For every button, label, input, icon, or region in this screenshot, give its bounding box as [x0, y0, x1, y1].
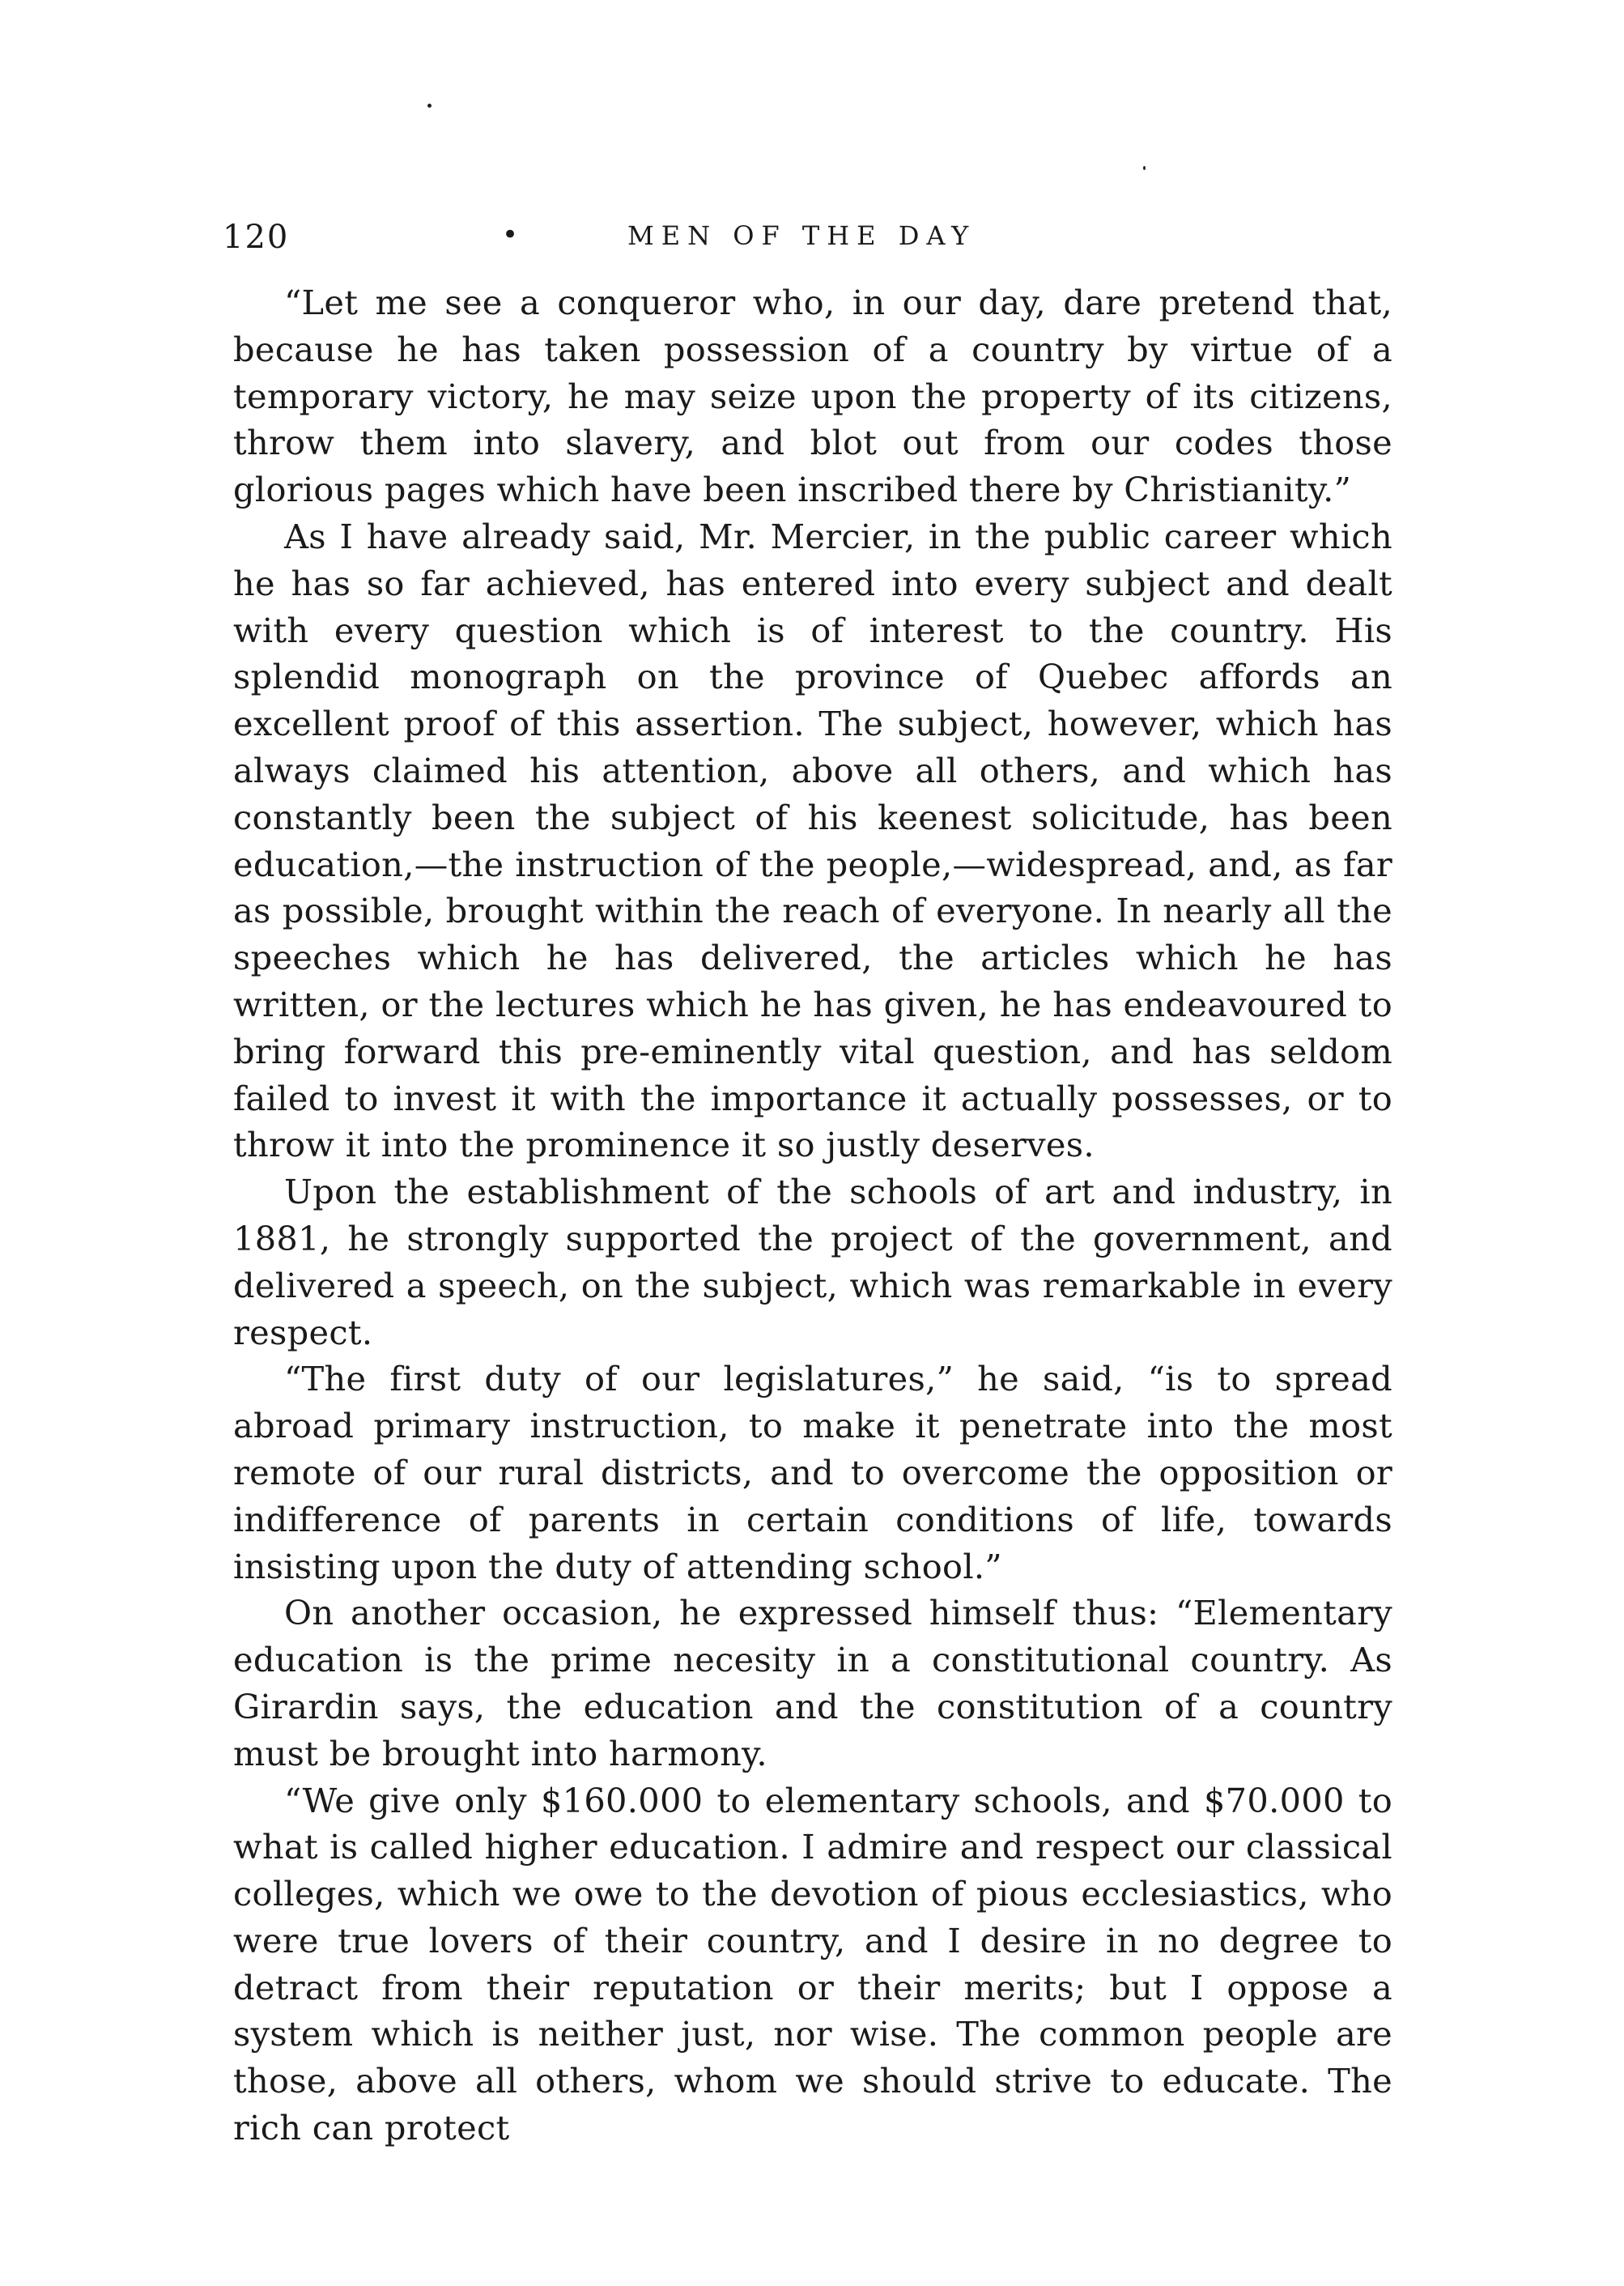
scan-speck	[1143, 166, 1146, 170]
header-bullet: •	[502, 219, 522, 251]
paragraph-quote-legislatures: “The first duty of our legislatures,” he said, “is to spread abroad primary instruction, to make it penetrate into the most remote of our rural districts, and to overcome the opposition or indifference of parents in certain conditions of life, towards insisting upon the duty of attending school.”	[233, 1359, 1392, 1586]
page-number: 120	[223, 219, 290, 256]
body-text	[233, 279, 1392, 2152]
scan-speck	[427, 104, 432, 108]
paragraph-quote-budget: “We give only $160.000 to elementary schools, and $70.000 to what is called higher education. I admire and respect our classical colleges, which we owe to the devotion of pious ecclesiastics, who were true lovers of their country, and I desire in no degree to detract from their reputation or their merits; but I oppose a system which is neither just, nor wise. The common people are those, above all others, whom we should strive to educate. The rich can protect	[233, 1780, 1392, 2148]
paragraph-another-occasion: On another occasion, he expressed himself thus: “Elementary education is the prime necesity in a constitutional country. As Girardin says, the education and the constitution of a country must be brought into harmony.	[233, 1593, 1392, 1773]
paragraph-schools-1881: Upon the establishment of the schools of art and industry, in 1881, he strongly supported the project of the government, and delivered a speech, on the subject, which was remarkable in every respect.	[233, 1172, 1392, 1352]
running-head	[223, 219, 1392, 258]
paragraph-quote-conqueror: “Let me see a conqueror who, in our day, dare pretend that, because he has taken possession of a country by virtue of a temporary victory, he may seize upon the property of its citizens, throw them into slavery, and blot out from our codes those glorious pages which have been inscribed there by Christianity.”	[233, 283, 1392, 510]
paragraph-mercier-education: As I have already said, Mr. Mercier, in the public career which he has so far achieved, has entered into every subject and dealt with every question which is of interest to the country. His splendid monograph on the province of Quebec affords an excellent proof of this assertion. The subject, however, which has always claimed his attention, above all others, and which has constantly been the subject of his keenest solicitude, has been education,—the instruction of the people,—widespread, and, as far as possible, brought within the reach of everyone. In nearly all the speeches which he has delivered, the articles which he has written, or the lectures which he has given, he has endeavoured to bring forward this pre-eminently vital question, and has seldom failed to invest it with the importance it actually possesses, or to throw it into the prominence it so justly deserves.	[233, 516, 1392, 1165]
running-title: MEN OF THE DAY	[627, 220, 976, 251]
